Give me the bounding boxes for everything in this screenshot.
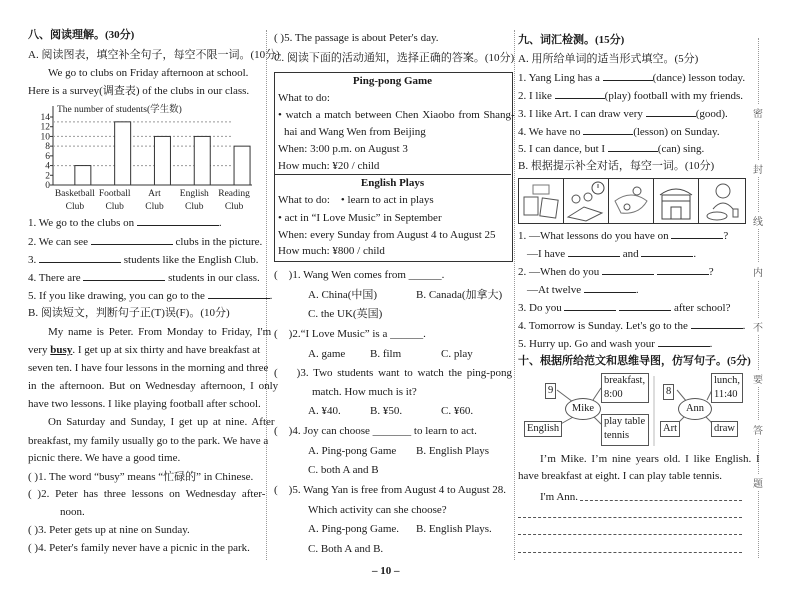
activity-text: play table [604,416,646,427]
answer-blank[interactable] [603,70,653,81]
y-tick-label: 6 [45,151,50,162]
school-building-picture [653,178,699,224]
notice-divider [274,174,511,175]
students-clock-picture [563,178,609,224]
mc-question-3-cont: match. How much is it? [312,386,417,398]
bar [115,122,131,185]
section-9-title: 九、词汇检测。(15分) [518,34,625,46]
ann-activity-box: draw [711,421,738,437]
mc-question-5-cont: Which activity can she choose? [308,504,447,516]
mike-activity-box [601,414,649,446]
passage-line: On Saturday and Sunday, I get up at nine. After [48,416,275,428]
x-tick-label: Club [105,202,124,212]
notice-line: • act in “I Love Music” in September [278,212,442,224]
passage-line: seven ten. I have four lessons in the morning and three [28,362,269,374]
part-b-instruction: B. 阅读短文，判断句子正(T)误(F)。(10分) [28,307,230,319]
time-text: 11:40 [714,389,738,400]
dialogue-text: ? [723,230,729,242]
passage-line: We go to clubs on Friday afternoon at school. [48,67,249,79]
writing-line[interactable] [518,534,742,535]
x-tick-label: Club [185,202,204,212]
sample-text-line: I’m Mike. I’m nine years old. I like English. I [540,453,760,465]
answer-blank[interactable] [641,246,693,257]
question-text: (good). [695,108,728,120]
notice-line: What to do: [278,92,330,104]
notice-line: What to do: • learn to act in plays [278,194,434,206]
question-text: students like the English Club. [123,254,259,266]
answer-blank[interactable] [555,88,605,99]
washing-icon [699,179,745,223]
dialogue-text: —I have [527,248,566,260]
question-text: (play) football with my friends. [604,90,744,102]
answer-blank[interactable] [691,318,743,329]
option[interactable]: B. ¥50. [370,405,403,417]
y-tick-label: 8 [45,142,50,153]
bar [75,166,91,185]
notice-line: • watch a match between Chen Xiaobo from Shang- [278,109,515,121]
answer-blank[interactable] [602,264,654,275]
notice-line: How much: ¥20 / child [278,160,380,172]
dialogue-line-3 [518,300,730,315]
question-text: 3. I like Art. I can draw very [518,108,643,120]
dialogue-text: 1. —What lessons do you have on [518,230,669,242]
ann-meal-box [711,373,743,403]
answer-blank[interactable] [83,270,165,281]
question-text: 4. We have no [518,126,581,138]
question-text: (can) sing. [657,143,705,155]
notice-line: hai and Wang Wen from Beijing [284,126,426,138]
binding-char: 内 [753,263,763,280]
option[interactable]: A. China(中国) [308,289,378,301]
option[interactable]: C. the UK(英国) [308,308,383,320]
option[interactable]: C. Both A and B. [308,543,384,555]
dialogue-text: ? [708,266,714,278]
mc-question-2: ( )2.“I Love Music” is a ______. [274,328,426,340]
question-text: students in our class. [168,272,260,284]
washing-picture [698,178,746,224]
dialogue-line-1b [527,246,696,261]
x-tick-label: Basketball [54,189,95,199]
option[interactable]: B. Canada(加拿大) [416,289,503,301]
x-tick-label: Art [148,189,161,199]
passage-line: breakfast, my family usually go to the park. We have a [28,435,269,447]
chart-title: The number of students(学生数) [57,105,182,115]
dialogue-line-2 [518,264,714,279]
writing-line[interactable] [518,517,742,518]
answer-blank[interactable] [208,288,270,299]
mike-subject-box: English [524,421,562,437]
section-10-title: 十、根据所给范文和思维导图，仿写句子。(5分) [518,355,751,367]
dialogue-text: . [635,284,639,296]
vocab-question-4 [518,124,720,139]
option[interactable]: A. game [308,348,346,360]
writing-line[interactable] [580,500,742,501]
question-a2 [28,234,262,249]
option[interactable]: C. ¥60. [441,405,474,417]
question-text: (lesson) on Sunday. [633,126,720,138]
tf-question-5: ( )5. The passage is about Peter's day. [274,32,439,44]
dialogue-text: 4. Tomorrow is Sunday. Let's go to the [518,320,688,332]
x-tick-label: Football [98,189,131,199]
answer-blank[interactable] [671,228,723,239]
part-b-instruction: B. 根据提示补全对话，每空一词。(10分) [518,160,715,172]
vocab-question-3 [518,106,728,121]
question-text: 3. [28,254,37,266]
answer-blank[interactable] [657,264,709,275]
mc-question-5: ( )5. Wang Yan is free from August 4 to August 28. [274,484,507,496]
underlined-word: busy [50,344,73,356]
answer-blank[interactable] [568,246,620,257]
dialogue-text: . [709,338,713,350]
dialogue-text: and [622,248,639,260]
option[interactable]: C. play [441,348,473,360]
question-a1 [28,215,222,230]
x-tick-label: English [179,189,209,199]
dialogue-text: after school? [673,302,731,314]
part-a-instruction: A. 阅读图表，填空补全句子，每空不限一词。(10分) [28,49,280,61]
sample-text-line: have breakfast at eight. I can play table tennis. [518,470,723,482]
ann-center-node: Ann [678,398,712,420]
playing-icon [609,179,653,223]
x-tick-label: Club [224,202,244,212]
question-a4 [28,270,260,285]
tf-question-1: ( )1. The word “busy” means “忙碌的” in Chinese. [28,471,254,483]
answer-blank[interactable] [564,300,616,311]
answer-blank[interactable] [137,215,219,226]
binding-char: 线 [753,212,763,229]
x-tick-label: Reading [218,189,250,199]
question-text: 1. We go to the clubs on [28,217,135,229]
dialogue-text: . [742,320,746,332]
option[interactable]: B. English Plays [416,445,490,457]
page-number: – 10 – [372,565,400,577]
question-text: 2. I like [518,90,552,102]
question-text: 1. Yang Ling has a [518,72,600,84]
question-text: 5. I can dance, but I [518,143,606,155]
writing-line[interactable] [518,552,742,553]
binding-char: 密 [753,104,763,121]
question-text: clubs in the picture. [175,236,263,248]
vocab-question-2 [518,88,743,103]
binding-char: 题 [753,474,763,491]
binding-char: 答 [753,421,763,438]
question-a5 [28,288,272,303]
dialogue-text: —At twelve [527,284,582,296]
time-text: 8:00 [604,389,623,400]
option[interactable]: B. film [370,348,402,360]
passage-line: in the afternoon. But on Wednesday afternoon, I only [28,380,279,392]
answer-blank[interactable] [646,106,696,117]
question-text: 5. If you like drawing, you can go to the [28,290,205,302]
notice-line: When: 3:00 p.m. on August 3 [278,143,408,155]
passage-line: have two lessons. I like playing football after school. [28,398,261,410]
y-tick-label: 12 [40,122,50,133]
y-tick-label: 2 [45,171,50,182]
mike-age-box: 9 [545,383,556,399]
section-8-title: 八、阅读理解。(30分) [28,29,135,41]
club-bar-chart [26,100,256,212]
dialogue-line-5 [518,336,712,351]
passage-line: picnic there. We have a good time. [28,452,181,464]
books-picture [518,178,564,224]
bar [194,136,210,185]
mike-center-node: Mike [565,398,601,420]
binding-char: 不 [753,318,763,335]
question-text: . [269,290,273,302]
students-clock-icon [564,179,608,223]
question-text: (dance) lesson today. [652,72,746,84]
ann-subject-box: Art [660,421,680,437]
option[interactable]: B. English Plays. [416,523,492,535]
bar [154,136,170,185]
binding-char: 要 [753,370,763,387]
bar [234,146,250,185]
y-tick-label: 10 [40,132,50,143]
passage-line: Here is a survey(调查表) of the clubs in our class. [28,85,250,97]
notice-line: When: every Sunday from August 4 to August 25 [278,229,496,241]
dialogue-line-2b [527,282,639,297]
notice-title: Ping-pong Game [352,75,433,87]
mc-question-3: ( )3. Two students want to watch the ping-pong [274,367,512,379]
y-tick-label: 14 [40,113,50,123]
tf-question-3: ( )3. Peter gets up at nine on Sunday. [28,524,190,536]
activity-text: tennis [604,430,630,441]
y-tick-label: 4 [45,161,50,172]
answer-blank[interactable] [619,300,671,311]
answer-blank[interactable] [39,252,121,263]
option[interactable]: C. both A and B [308,464,379,476]
notice-title: English Plays [360,177,425,189]
writing-prompt: I'm Ann. [540,491,579,503]
answer-blank[interactable] [583,124,633,135]
answer-blank[interactable] [658,336,710,347]
playing-picture [608,178,654,224]
mike-meal-box [601,373,649,403]
dialogue-text: . [693,248,697,260]
tf-question-2-cont: noon. [60,506,85,518]
dialogue-text: 2. —When do you [518,266,600,278]
ann-age-box: 8 [663,384,674,400]
mc-question-4: ( )4. Joy can choose _______ to learn to act. [274,425,477,437]
passage-text: . I get up at six thirty and have breakfast at [72,344,261,356]
x-tick-label: Club [145,202,164,212]
vocab-question-5 [518,141,704,156]
option[interactable]: A. ¥40. [308,405,341,417]
part-a-instruction: A. 用所给单词的适当形式填空。(5分) [518,53,699,65]
meal-text: breakfast, [604,375,646,386]
passage-text: very [28,344,48,356]
vocab-question-1 [518,70,745,85]
question-text: 2. We can see [28,236,88,248]
question-text: . [218,217,222,229]
question-text: 4. There are [28,272,81,284]
passage-line: My name is Peter. From Monday to Friday, I'm [48,326,272,338]
binding-char: 封 [753,160,763,177]
option[interactable]: A. Ping-pong Game. [308,523,400,535]
books-icon [519,179,563,223]
answer-blank[interactable] [91,234,173,245]
school-building-icon [654,179,698,223]
dialogue-line-4 [518,318,745,333]
meal-text: lunch, [714,375,740,386]
answer-blank[interactable] [608,141,658,152]
tf-question-2: ( )2. Peter has three lessons on Wednesday after- [28,488,266,500]
dialogue-text: 3. Do you [518,302,562,314]
dialogue-line-1 [518,228,728,243]
answer-blank[interactable] [584,282,636,293]
part-c-instruction: C. 阅读下面的活动通知，选择正确的答案。(10分) [274,52,515,64]
y-tick-label: 0 [45,181,50,191]
x-tick-label: Club [65,202,85,212]
dialogue-text: 5. Hurry up. Go and wash your [518,338,655,350]
question-a3 [28,252,259,267]
tf-question-4: ( )4. Peter's family never have a picnic in the park. [28,542,250,554]
notice-line: How much: ¥800 / child [278,245,385,257]
mc-question-1: ( )1. Wang Wen comes from ______. [274,269,445,281]
option[interactable]: A. Ping-pong Game [308,445,397,457]
passage-line [28,343,260,357]
